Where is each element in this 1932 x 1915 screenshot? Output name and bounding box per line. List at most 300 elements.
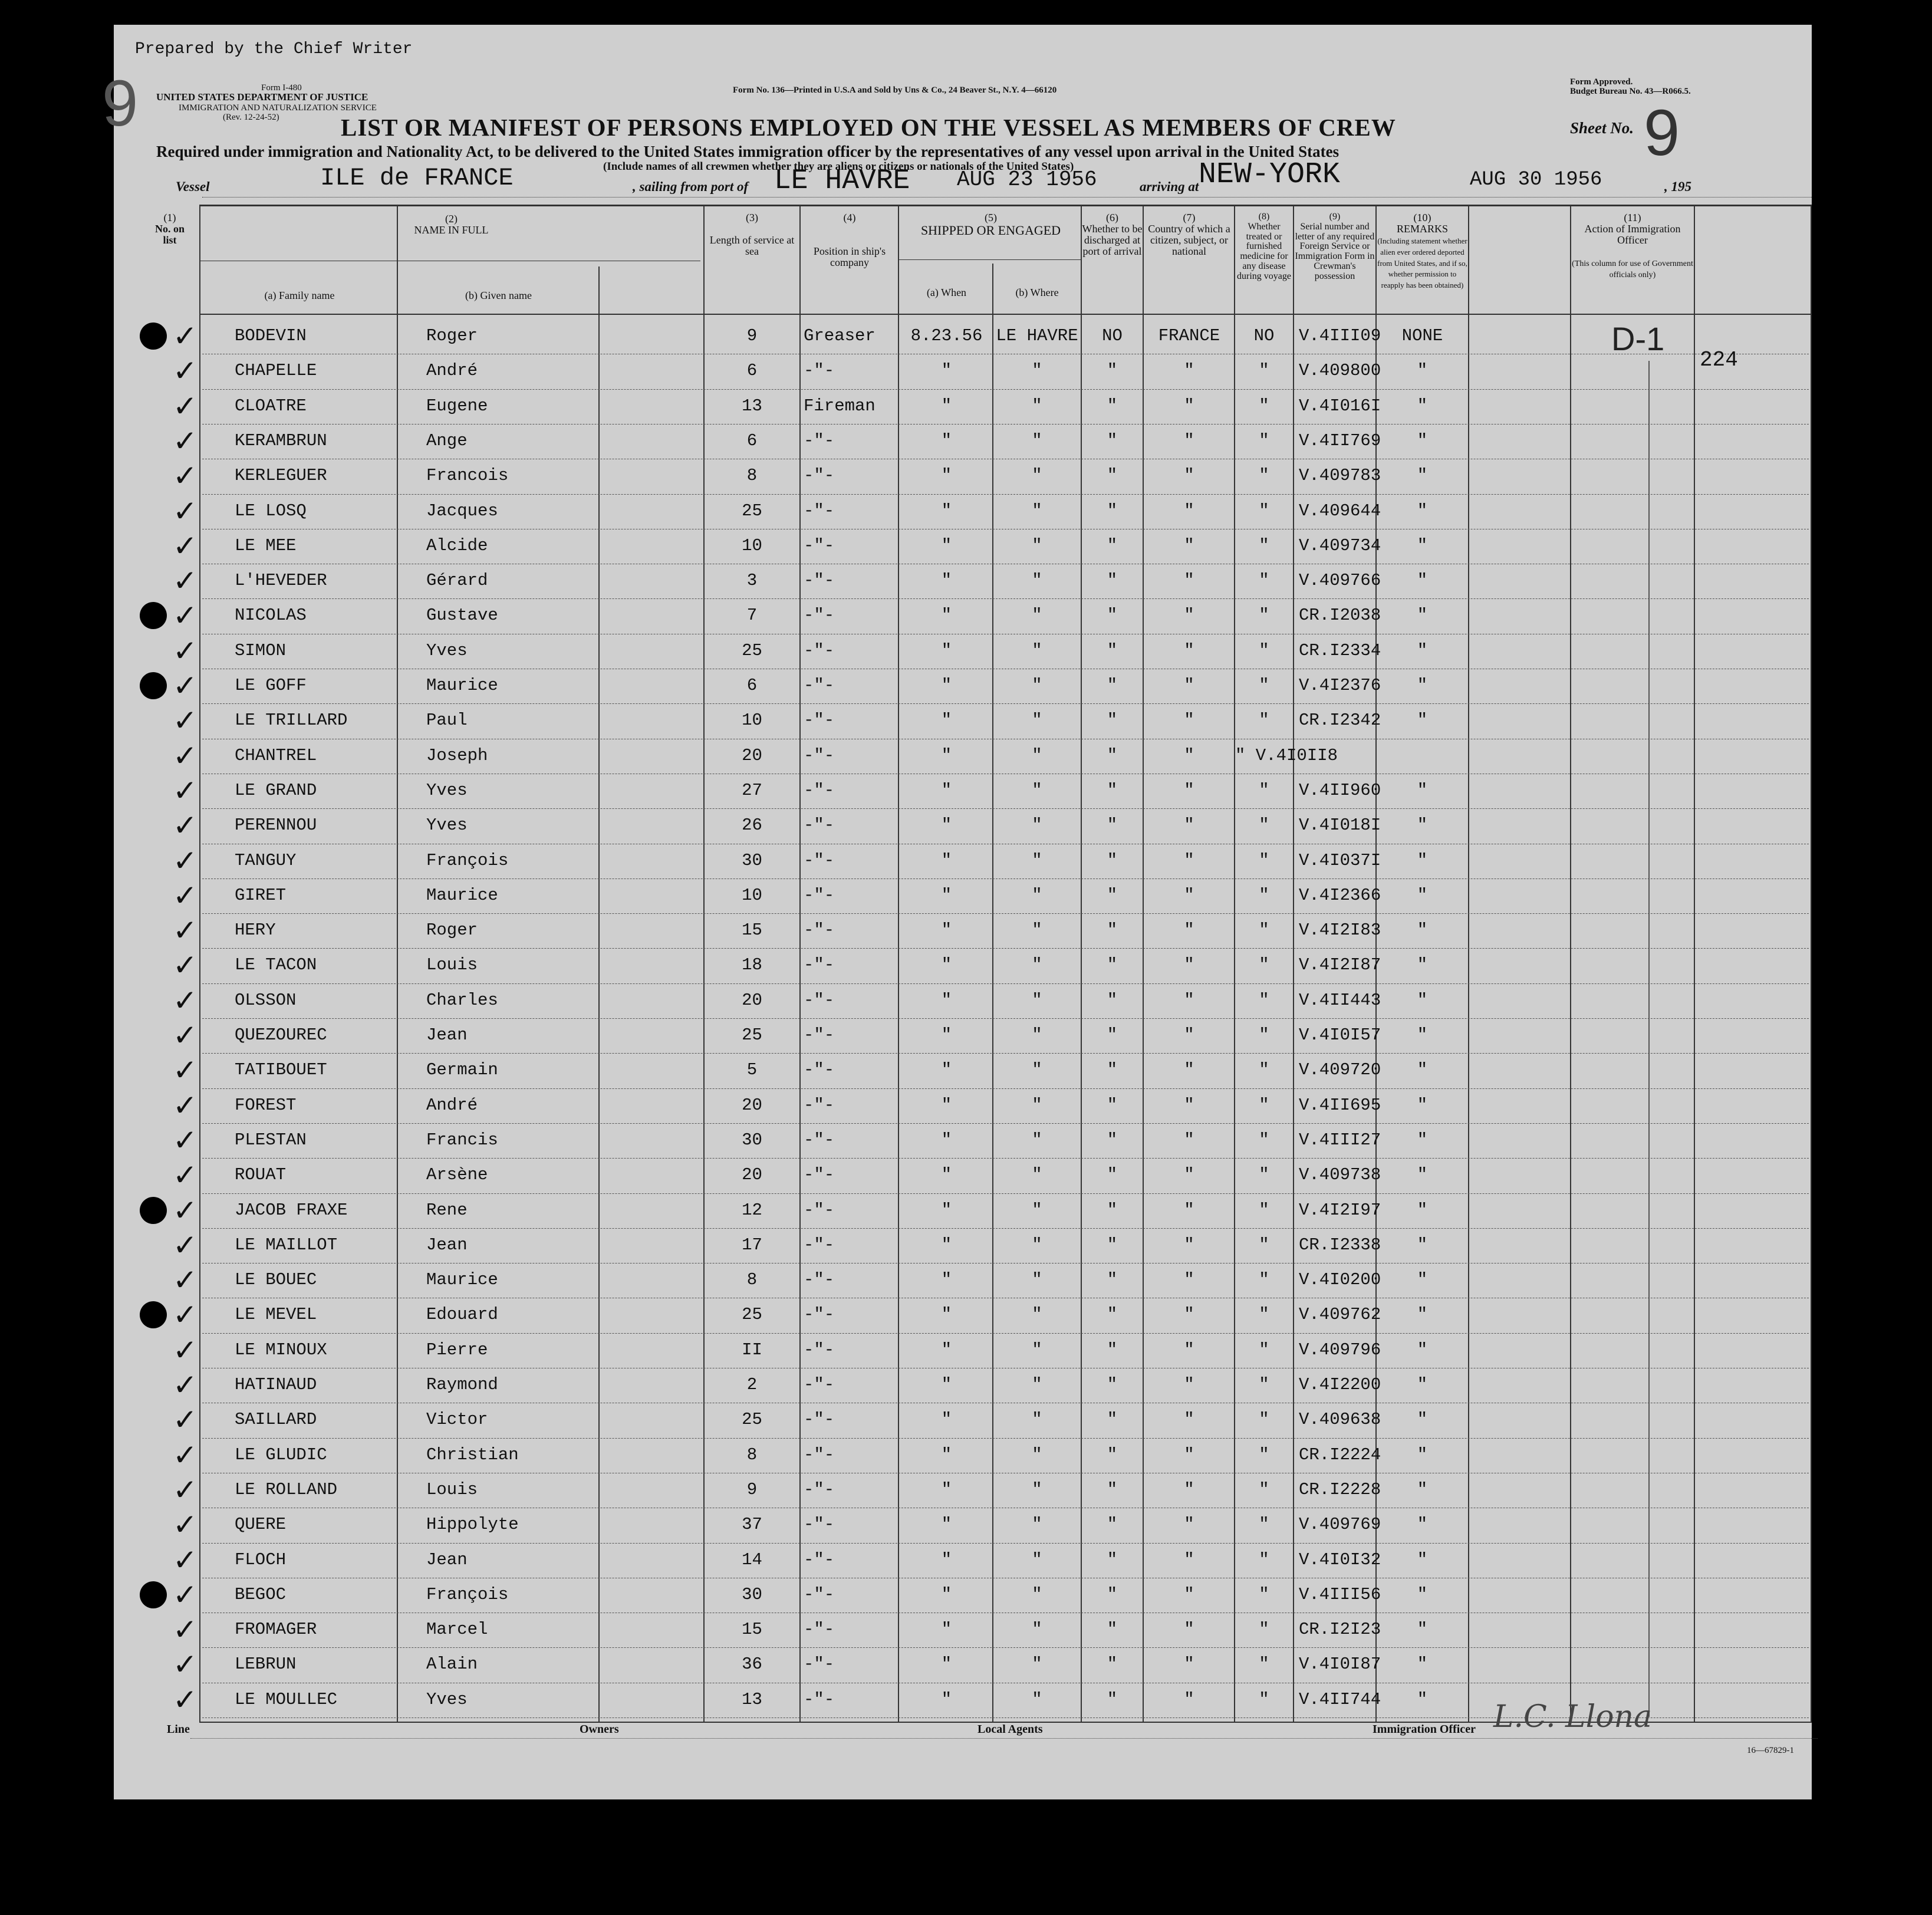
cell-when: " <box>941 885 952 905</box>
cell-when: " <box>941 1549 952 1569</box>
cell-discharged: " <box>1107 1060 1118 1080</box>
cell-family: PERENNOU <box>235 815 317 835</box>
dept-line-3: (Rev. 12-24-52) <box>223 113 279 122</box>
cell-remarks: " <box>1417 1165 1428 1185</box>
cell-service: 20 <box>742 1095 762 1115</box>
cell-discharged: " <box>1107 1235 1118 1255</box>
cell-service: 5 <box>746 1060 758 1080</box>
checkmark-icon: ✓ <box>173 1682 198 1717</box>
cell-when: " <box>941 850 952 870</box>
punch-hole <box>140 602 167 629</box>
cell-serial: V.4II744 <box>1299 1689 1381 1709</box>
cell-when: " <box>941 1060 952 1080</box>
row-rule <box>202 1088 1809 1089</box>
cell-position: -"- <box>804 676 835 695</box>
cell-remarks: " <box>1417 1095 1428 1115</box>
punch-hole <box>140 1581 167 1608</box>
cell-family: LE ROLLAND <box>235 1479 338 1499</box>
printer-line: Form No. 136—Printed in U.S.A and Sold by Uns & Co., 24 Beaver St., N.Y. 4—66120 <box>733 85 1057 95</box>
arriving-label: arriving at <box>1140 179 1199 194</box>
cell-country: " <box>1184 571 1194 591</box>
cell-serial: V.4I016I <box>1299 396 1381 416</box>
cell-when: " <box>941 1620 952 1640</box>
cell-given: Gustave <box>426 606 498 626</box>
cell-given: Francis <box>426 1130 498 1150</box>
row-rule <box>202 1228 1809 1229</box>
cell-country: " <box>1184 1025 1194 1045</box>
checkmark-icon: ✓ <box>173 1088 198 1123</box>
cell-medicine: " <box>1259 1549 1269 1569</box>
cell-serial: V.4I018I <box>1299 815 1381 835</box>
checkmark-icon: ✓ <box>173 1437 198 1472</box>
cell-country: " <box>1184 361 1194 381</box>
cell-country: " <box>1184 710 1194 731</box>
cell-service: 25 <box>742 501 762 521</box>
cell-given: Jean <box>426 1025 468 1045</box>
footer-line-label: Line <box>167 1723 190 1736</box>
manifest-sheet <box>102 25 1812 1799</box>
cell-remarks: " <box>1417 501 1428 521</box>
row-rule <box>202 1053 1809 1054</box>
cell-country: " <box>1184 1549 1194 1569</box>
cell-country: " <box>1184 990 1194 1010</box>
cell-medicine: " <box>1259 850 1269 870</box>
cell-when: " <box>941 466 952 486</box>
cell-when: " <box>941 780 952 800</box>
cell-family: TATIBOUET <box>235 1060 327 1080</box>
document-title: LIST OR MANIFEST OF PERSONS EMPLOYED ON THE VESSEL AS MEMBERS OF CREW <box>341 114 1396 141</box>
cell-family: FROMAGER <box>235 1620 317 1640</box>
cell-position: -"- <box>804 1410 835 1430</box>
cell-medicine: NO <box>1253 326 1275 346</box>
cell-country: " <box>1184 780 1194 800</box>
cell-when: " <box>941 501 952 521</box>
cell-serial: V.4I2I83 <box>1299 920 1381 940</box>
cell-family: FLOCH <box>235 1549 287 1569</box>
cell-discharged: " <box>1107 571 1118 591</box>
cell-remarks: " <box>1417 640 1428 660</box>
checkmark-icon: ✓ <box>173 808 198 843</box>
col9-header: Serial number and letter of any required Foreign Service or Immigration Form in Crewman's possession <box>1295 221 1375 281</box>
cell-medicine: " <box>1259 815 1269 835</box>
checkmark-icon: ✓ <box>173 1577 198 1612</box>
cell-country: " <box>1184 955 1194 975</box>
cell-where: LE HAVRE <box>996 326 1078 346</box>
cell-remarks: " <box>1417 396 1428 416</box>
cell-position: -"- <box>804 1305 835 1325</box>
checkmark-icon: ✓ <box>173 738 198 773</box>
cell-position: -"- <box>804 745 835 765</box>
checkmark-icon: ✓ <box>173 1158 198 1193</box>
cell-remarks: " <box>1417 710 1428 731</box>
cell-family: GIRET <box>235 885 287 905</box>
col10-header: REMARKS <box>1396 222 1449 235</box>
cell-remarks: " <box>1417 1549 1428 1569</box>
budget-bureau: Budget Bureau No. 43—R066.5. <box>1570 87 1691 96</box>
cell-given: Raymond <box>426 1375 498 1394</box>
cell-medicine: " <box>1259 990 1269 1010</box>
cell-country: " <box>1184 745 1194 765</box>
cell-where: " <box>1032 361 1042 381</box>
cell-when: " <box>941 535 952 555</box>
cell-remarks: " <box>1417 1375 1428 1394</box>
cell-country: " <box>1184 885 1194 905</box>
cell-medicine: " <box>1259 1584 1269 1604</box>
cell-country: FRANCE <box>1158 326 1220 346</box>
cell-family: BODEVIN <box>235 326 307 346</box>
col2-header: NAME IN FULL <box>414 223 489 236</box>
cell-where: " <box>1032 1515 1042 1535</box>
cell-family: LE MEVEL <box>235 1305 317 1325</box>
cell-discharged: " <box>1107 745 1118 765</box>
cell-where: " <box>1032 780 1042 800</box>
cell-discharged: " <box>1107 1620 1118 1640</box>
cell-country: " <box>1184 1445 1194 1465</box>
cell-serial: V.4I037I <box>1299 850 1381 870</box>
cell-discharged: " <box>1107 885 1118 905</box>
cell-medicine: " <box>1259 466 1269 486</box>
cell-family: BEGOC <box>235 1584 287 1604</box>
cell-remarks: NONE <box>1401 326 1443 346</box>
cell-medicine: " <box>1259 571 1269 591</box>
cell-serial: CR.I2038 <box>1299 606 1381 626</box>
cell-position: -"- <box>804 1095 835 1115</box>
cell-position: -"- <box>804 1654 835 1674</box>
cell-family: QUERE <box>235 1515 287 1535</box>
cell-country: " <box>1184 535 1194 555</box>
cell-serial: V.4III56 <box>1299 1584 1381 1604</box>
cell-medicine: " <box>1259 1235 1269 1255</box>
cell-country: " <box>1184 850 1194 870</box>
cell-service: 7 <box>746 606 758 626</box>
cell-when: " <box>941 1165 952 1185</box>
cell-position: -"- <box>804 710 835 731</box>
cell-serial: CR.I2338 <box>1299 1235 1381 1255</box>
cell-where: " <box>1032 571 1042 591</box>
col2b-header: (b) Given name <box>465 289 532 301</box>
cell-medicine: " <box>1259 640 1269 660</box>
cell-service: 2 <box>746 1375 758 1394</box>
col7-number: (7) <box>1183 212 1196 223</box>
cell-where: " <box>1032 535 1042 555</box>
cell-serial: CR.I2342 <box>1299 710 1381 731</box>
cell-country: " <box>1184 606 1194 626</box>
cell-where: " <box>1032 606 1042 626</box>
cell-when: " <box>941 1200 952 1220</box>
cell-serial: CR.I2224 <box>1299 1445 1381 1465</box>
row-rule <box>202 494 1809 495</box>
cell-country: " <box>1184 1235 1194 1255</box>
cell-discharged: " <box>1107 1654 1118 1674</box>
checkmark-icon: ✓ <box>173 1332 198 1367</box>
cell-remarks: " <box>1417 1270 1428 1290</box>
cell-discharged: " <box>1107 1130 1118 1150</box>
dept-line-2: IMMIGRATION AND NATURALIZATION SERVICE <box>179 103 377 113</box>
cell-country: " <box>1184 1060 1194 1080</box>
cell-position: -"- <box>804 1060 835 1080</box>
col10-note: (Including statement whether alien ever ordered deported from United States, and if so, whether permission to reapply has been obtained) <box>1377 236 1467 290</box>
cell-where: " <box>1032 710 1042 731</box>
cell-medicine: " <box>1259 1445 1269 1465</box>
cell-given: François <box>426 850 509 870</box>
cell-given: Christian <box>426 1445 519 1465</box>
cell-position: -"- <box>804 1445 835 1465</box>
row-rule <box>202 878 1809 879</box>
cell-medicine: " <box>1259 920 1269 940</box>
cell-when: " <box>941 710 952 731</box>
cell-remarks: " <box>1417 815 1428 835</box>
cell-remarks: " <box>1417 1340 1428 1360</box>
cell-country: " <box>1184 676 1194 695</box>
cell-given: Marcel <box>426 1620 488 1640</box>
cell-when: " <box>941 1375 952 1394</box>
year-suffix: , 195 <box>1664 179 1691 194</box>
cell-position: -"- <box>804 850 835 870</box>
footer-immigration-officer-label: Immigration Officer <box>1373 1723 1476 1736</box>
punch-hole <box>140 1301 167 1328</box>
cell-given: Yves <box>426 815 468 835</box>
checkmark-icon: ✓ <box>173 459 198 493</box>
punch-hole <box>140 672 167 699</box>
cell-where: " <box>1032 676 1042 695</box>
cell-serial: V.4II960 <box>1299 780 1381 800</box>
checkmark-icon: ✓ <box>173 773 198 808</box>
cell-given: Alain <box>426 1654 478 1674</box>
cell-family: HATINAUD <box>235 1375 317 1394</box>
cell-service: 26 <box>742 815 762 835</box>
cell-where: " <box>1032 1025 1042 1045</box>
cell-where: " <box>1032 466 1042 486</box>
cell-given: Rene <box>426 1200 468 1220</box>
cell-where: " <box>1032 1200 1042 1220</box>
cell-service: 10 <box>742 710 762 731</box>
cell-medicine: " <box>1259 1340 1269 1360</box>
cell-given: Jacques <box>426 501 498 521</box>
checkmark-icon: ✓ <box>173 423 198 458</box>
cell-family: OLSSON <box>235 990 297 1010</box>
cell-remarks: " <box>1417 1479 1428 1499</box>
cell-where: " <box>1032 745 1042 765</box>
checkmark-icon: ✓ <box>173 1018 198 1052</box>
cell-position: -"- <box>804 1549 835 1569</box>
cell-when: " <box>941 1410 952 1430</box>
cell-service: 27 <box>742 780 762 800</box>
cell-country: " <box>1184 1479 1194 1499</box>
cell-when: " <box>941 955 952 975</box>
cell-remarks: " <box>1417 1654 1428 1674</box>
checkmark-icon: ✓ <box>173 319 198 353</box>
cell-family: PLESTAN <box>235 1130 307 1150</box>
cell-family: LE TACON <box>235 955 317 975</box>
cell-given: Roger <box>426 326 478 346</box>
cell-discharged: " <box>1107 466 1118 486</box>
cell-serial: V.409769 <box>1299 1515 1381 1535</box>
cell-given: Germain <box>426 1060 498 1080</box>
cell-country: " <box>1184 1305 1194 1325</box>
vessel-name: ILE de FRANCE <box>320 164 514 192</box>
cell-given: Yves <box>426 780 468 800</box>
cell-service: 20 <box>742 1165 762 1185</box>
cell-when: " <box>941 745 952 765</box>
cell-serial: V.4I2I97 <box>1299 1200 1381 1220</box>
cell-medicine: " <box>1259 1165 1269 1185</box>
cell-serial: V.409762 <box>1299 1305 1381 1325</box>
arrival-date: AUG 30 1956 <box>1470 169 1602 191</box>
cell-family: HERY <box>235 920 276 940</box>
officer-signature: L.C. Llona <box>1493 1699 1653 1735</box>
cell-service: 15 <box>742 1620 762 1640</box>
cell-medicine: " <box>1259 1305 1269 1325</box>
sailing-port: LE HAVRE <box>774 165 910 197</box>
cell-where: " <box>1032 1654 1042 1674</box>
cell-discharged: " <box>1107 1165 1118 1185</box>
cell-discharged: " <box>1107 780 1118 800</box>
cell-remarks: " <box>1417 535 1428 555</box>
cell-given: Francois <box>426 466 509 486</box>
cell-remarks: " <box>1417 885 1428 905</box>
col4-header: Position in ship's company <box>813 245 886 268</box>
cell-serial: V.4I0200 <box>1299 1270 1381 1290</box>
cell-serial: V.4I2366 <box>1299 885 1381 905</box>
cell-country: " <box>1184 501 1194 521</box>
cell-when: " <box>941 1305 952 1325</box>
cell-given: Victor <box>426 1410 488 1430</box>
cell-family: KERAMBRUN <box>235 430 327 450</box>
cell-medicine: " <box>1259 1375 1269 1394</box>
row-rule <box>202 948 1809 949</box>
prepared-by-note: Prepared by the Chief Writer <box>135 40 413 58</box>
cell-given: Louis <box>426 1479 478 1499</box>
cell-service: 25 <box>742 1305 762 1325</box>
cell-serial: V.4I0I57 <box>1299 1025 1381 1045</box>
cell-when: " <box>941 1445 952 1465</box>
cell-serial: V.409796 <box>1299 1340 1381 1360</box>
cell-country: " <box>1184 430 1194 450</box>
cell-serial: CR.I2334 <box>1299 640 1381 660</box>
cell-where: " <box>1032 1620 1042 1640</box>
col8-header: Whether treated or furnished medicine for any disease during voyage <box>1237 221 1291 281</box>
cell-position: -"- <box>804 1025 835 1045</box>
cell-service: 25 <box>742 640 762 660</box>
cell-country: " <box>1184 920 1194 940</box>
cell-where: " <box>1032 1270 1042 1290</box>
cell-remarks: " <box>1417 361 1428 381</box>
cell-given: Yves <box>426 640 468 660</box>
sheet-no-label: Sheet No. <box>1570 119 1634 137</box>
cell-service: 25 <box>742 1025 762 1045</box>
row-rule <box>202 703 1809 704</box>
cell-serial: V.4I2I87 <box>1299 955 1381 975</box>
cell-serial: V.4III27 <box>1299 1130 1381 1150</box>
cell-family: L'HEVEDER <box>235 571 327 591</box>
cell-serial: V.409720 <box>1299 1060 1381 1080</box>
checkmark-icon: ✓ <box>173 1403 198 1437</box>
cell-discharged: " <box>1107 1584 1118 1604</box>
cell-discharged: " <box>1107 1515 1118 1535</box>
cell-medicine: " <box>1259 955 1269 975</box>
cell-when: " <box>941 920 952 940</box>
cell-country: " <box>1184 1584 1194 1604</box>
cell-given: Charles <box>426 990 498 1010</box>
cell-service: 6 <box>746 676 758 695</box>
cell-service: 10 <box>742 885 762 905</box>
cell-discharged: " <box>1107 990 1118 1010</box>
cell-serial: V.4III09 <box>1299 326 1381 346</box>
cell-remarks: " <box>1417 606 1428 626</box>
checkmark-icon: ✓ <box>173 948 198 983</box>
footer-local-agents-label: Local Agents <box>977 1723 1043 1736</box>
row-rule <box>202 1543 1809 1544</box>
cell-given: Edouard <box>426 1305 498 1325</box>
cell-given: Roger <box>426 920 478 940</box>
cell-country: " <box>1184 1200 1194 1220</box>
cell-medicine: " <box>1259 1654 1269 1674</box>
checkmark-icon: ✓ <box>173 633 198 668</box>
document-subtitle-note: (Include names of all crewmen whether they are aliens or citizens or nationals of the United States) <box>603 160 1074 173</box>
cell-serial: V.4I0I32 <box>1299 1549 1381 1569</box>
cell-remarks: " <box>1417 1130 1428 1150</box>
cell-family: LEBRUN <box>235 1654 297 1674</box>
cell-family: LE BOUEC <box>235 1270 317 1290</box>
cell-position: -"- <box>804 1584 835 1604</box>
cell-when: " <box>941 640 952 660</box>
cell-country: " <box>1184 1654 1194 1674</box>
cell-medicine: " <box>1259 1689 1269 1709</box>
row-rule <box>202 1123 1809 1124</box>
sailing-label: , sailing from port of <box>633 179 749 194</box>
cell-when: " <box>941 396 952 416</box>
cell-discharged: " <box>1107 850 1118 870</box>
cell-discharged: " <box>1107 676 1118 695</box>
cell-discharged: " <box>1107 1200 1118 1220</box>
cell-country: " <box>1184 1375 1194 1394</box>
cell-remarks: " <box>1417 780 1428 800</box>
form-id: Form I-480 <box>261 83 302 93</box>
vessel-label: Vessel <box>176 179 210 194</box>
cell-service: 20 <box>742 990 762 1010</box>
cell-remarks: " <box>1417 676 1428 695</box>
row-rule <box>202 808 1809 809</box>
cell-remarks: " <box>1417 1060 1428 1080</box>
cell-where: " <box>1032 1375 1042 1394</box>
cell-medicine: " <box>1259 780 1269 800</box>
cell-position: -"- <box>804 1270 835 1290</box>
cell-service: 9 <box>746 326 758 346</box>
cell-service: 30 <box>742 850 762 870</box>
cell-when: " <box>941 1479 952 1499</box>
cell-when: " <box>941 1689 952 1709</box>
col11-header: Action of Immigration Officer <box>1584 222 1681 246</box>
cell-remarks: " <box>1417 1689 1428 1709</box>
corner-page-number: 9 <box>102 67 139 140</box>
cell-family: LE GRAND <box>235 780 317 800</box>
cell-given: Jean <box>426 1549 468 1569</box>
cell-position: -"- <box>804 501 835 521</box>
col6-header: Whether to be discharged at port of arrival <box>1082 222 1143 257</box>
cell-country: " <box>1184 1165 1194 1185</box>
cell-where: " <box>1032 815 1042 835</box>
cell-service: 18 <box>742 955 762 975</box>
row-rule <box>202 1018 1809 1019</box>
cell-family: LE MOULLEC <box>235 1689 338 1709</box>
cell-where: " <box>1032 885 1042 905</box>
checkmark-icon: ✓ <box>173 564 198 598</box>
cell-when: " <box>941 1235 952 1255</box>
cell-service: 8 <box>746 466 758 486</box>
cell-serial: V.4I2376 <box>1299 676 1381 695</box>
cell-family: NICOLAS <box>235 606 307 626</box>
checkmark-icon: ✓ <box>173 983 198 1018</box>
